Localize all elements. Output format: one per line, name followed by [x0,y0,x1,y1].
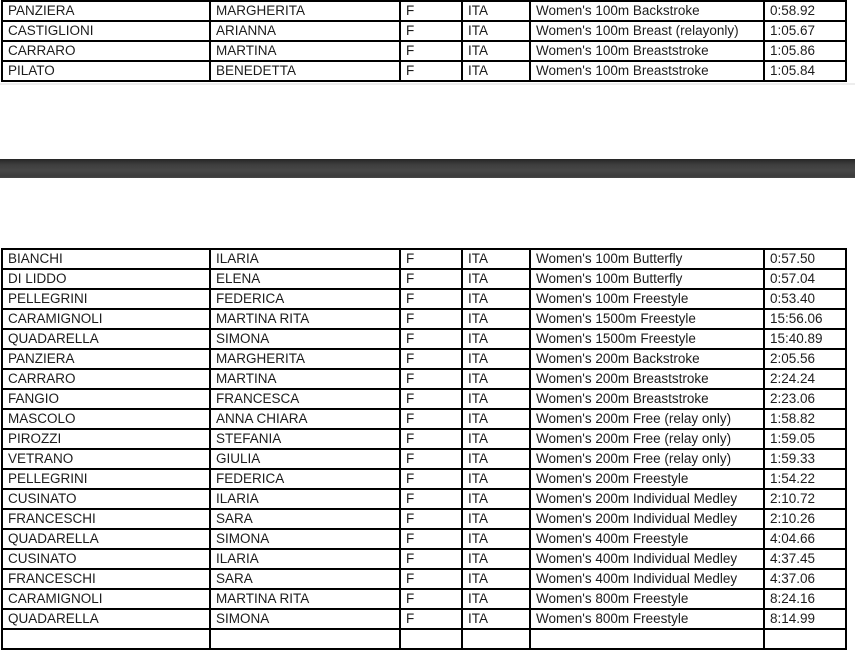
firstname-cell: STEFANIA [210,429,400,449]
firstname-cell: FEDERICA [210,469,400,489]
event-cell: Women's 100m Breast (relayonly) [530,21,764,41]
firstname-cell: MARTINA [210,369,400,389]
firstname-cell: MARTINA [210,41,400,61]
time-cell: 2:05.56 [764,349,846,369]
table-row [2,589,846,609]
time-cell: 15:56.06 [764,309,846,329]
table-row [2,389,846,409]
table-row-partial [2,629,846,649]
table-row [2,569,846,589]
country-cell: ITA [462,449,530,469]
table-row [2,289,846,309]
time-cell: 2:10.72 [764,489,846,509]
gender-cell: F [400,389,462,409]
table-row [2,509,846,529]
firstname-cell: ILARIA [210,489,400,509]
event-cell: Women's 100m Breaststroke [530,41,764,61]
country-cell: ITA [462,21,530,41]
surname-cell: PELLEGRINI [2,289,210,309]
time-cell: 0:53.40 [764,289,846,309]
event-cell: Women's 200m Backstroke [530,349,764,369]
time-cell: 4:04.66 [764,529,846,549]
country-cell: ITA [462,529,530,549]
event-cell: Women's 400m Freestyle [530,529,764,549]
table-row [2,269,846,289]
gender-cell: F [400,529,462,549]
table-row [2,549,846,569]
gender-cell: F [400,289,462,309]
surname-cell: QUADARELLA [2,609,210,629]
gender-cell: F [400,21,462,41]
firstname-cell: SARA [210,569,400,589]
table-row [2,409,846,429]
firstname-cell: SIMONA [210,329,400,349]
table-row [2,1,846,21]
surname-cell: PANZIERA [2,349,210,369]
surname-cell: CARAMIGNOLI [2,309,210,329]
country-cell: ITA [462,609,530,629]
surname-cell: DI LIDDO [2,269,210,289]
firstname-cell: MARGHERITA [210,1,400,21]
time-cell: 8:24.16 [764,589,846,609]
country-cell: ITA [462,269,530,289]
event-cell: Women's 200m Breaststroke [530,389,764,409]
time-cell: 4:37.06 [764,569,846,589]
surname-cell: CARAMIGNOLI [2,589,210,609]
firstname-cell: SIMONA [210,529,400,549]
table-row [2,529,846,549]
surname-cell: QUADARELLA [2,329,210,349]
firstname-cell [210,629,400,649]
gender-cell: F [400,41,462,61]
event-cell: Women's 800m Freestyle [530,609,764,629]
surname-cell: FANGIO [2,389,210,409]
firstname-cell: FEDERICA [210,289,400,309]
event-cell: Women's 400m Individual Medley [530,569,764,589]
country-cell: ITA [462,589,530,609]
surname-cell: CUSINATO [2,549,210,569]
table-row [2,309,846,329]
time-cell: 1:05.86 [764,41,846,61]
athlete-entries-table-page2 [1,248,847,650]
country-cell: ITA [462,369,530,389]
country-cell: ITA [462,1,530,21]
country-cell: ITA [462,489,530,509]
firstname-cell: MARTINA RITA [210,309,400,329]
gender-cell: F [400,269,462,289]
event-cell: Women's 200m Freestyle [530,469,764,489]
table-row [2,61,846,81]
time-cell: 15:40.89 [764,329,846,349]
firstname-cell: ILARIA [210,249,400,269]
surname-cell: CUSINATO [2,489,210,509]
firstname-cell: FRANCESCA [210,389,400,409]
surname-cell: FRANCESCHI [2,569,210,589]
firstname-cell: ILARIA [210,549,400,569]
event-cell: Women's 200m Individual Medley [530,509,764,529]
gender-cell: F [400,349,462,369]
time-cell: 2:10.26 [764,509,846,529]
gender-cell: F [400,549,462,569]
country-cell: ITA [462,469,530,489]
gender-cell [400,629,462,649]
country-cell [462,629,530,649]
table-row [2,369,846,389]
country-cell: ITA [462,309,530,329]
table-row [2,249,846,269]
time-cell: 4:37.45 [764,549,846,569]
page-separator-bar [0,159,855,178]
table-row [2,489,846,509]
table-row [2,469,846,489]
gender-cell: F [400,589,462,609]
gender-cell: F [400,61,462,81]
gender-cell: F [400,309,462,329]
surname-cell: MASCOLO [2,409,210,429]
table-row [2,449,846,469]
gender-cell: F [400,249,462,269]
event-cell: Women's 100m Backstroke [530,1,764,21]
country-cell: ITA [462,389,530,409]
gender-cell: F [400,329,462,349]
surname-cell: PANZIERA [2,1,210,21]
event-cell: Women's 200m Breaststroke [530,369,764,389]
surname-cell [2,629,210,649]
surname-cell: PILATO [2,61,210,81]
event-cell: Women's 1500m Freestyle [530,309,764,329]
event-cell: Women's 200m Free (relay only) [530,449,764,469]
country-cell: ITA [462,249,530,269]
page-bottom-shadow [0,83,855,85]
athlete-entries-table-page1 [1,0,847,82]
gender-cell: F [400,509,462,529]
gender-cell: F [400,429,462,449]
event-cell: Women's 100m Butterfly [530,249,764,269]
country-cell: ITA [462,509,530,529]
event-cell: Women's 100m Breaststroke [530,61,764,81]
country-cell: ITA [462,569,530,589]
event-cell: Women's 200m Free (relay only) [530,429,764,449]
time-cell: 8:14.99 [764,609,846,629]
firstname-cell: GIULIA [210,449,400,469]
surname-cell: VETRANO [2,449,210,469]
event-cell: Women's 100m Butterfly [530,269,764,289]
surname-cell: QUADARELLA [2,529,210,549]
firstname-cell: BENEDETTA [210,61,400,81]
event-cell: Women's 400m Individual Medley [530,549,764,569]
firstname-cell: ARIANNA [210,21,400,41]
gender-cell: F [400,569,462,589]
table-row [2,609,846,629]
country-cell: ITA [462,349,530,369]
firstname-cell: MARGHERITA [210,349,400,369]
event-cell: Women's 800m Freestyle [530,589,764,609]
firstname-cell: MARTINA RITA [210,589,400,609]
time-cell: 2:23.06 [764,389,846,409]
event-cell: Women's 1500m Freestyle [530,329,764,349]
surname-cell: FRANCESCHI [2,509,210,529]
time-cell: 1:05.84 [764,61,846,81]
time-cell: 0:58.92 [764,1,846,21]
surname-cell: PIROZZI [2,429,210,449]
country-cell: ITA [462,409,530,429]
event-cell: Women's 200m Free (relay only) [530,409,764,429]
time-cell: 1:54.22 [764,469,846,489]
time-cell: 1:58.82 [764,409,846,429]
gender-cell: F [400,489,462,509]
country-cell: ITA [462,329,530,349]
event-cell [530,629,764,649]
country-cell: ITA [462,289,530,309]
country-cell: ITA [462,41,530,61]
event-cell: Women's 200m Individual Medley [530,489,764,509]
time-cell: 0:57.50 [764,249,846,269]
gender-cell: F [400,369,462,389]
table-row [2,349,846,369]
country-cell: ITA [462,61,530,81]
gender-cell: F [400,1,462,21]
time-cell: 1:59.05 [764,429,846,449]
table-row [2,329,846,349]
firstname-cell: ANNA CHIARA [210,409,400,429]
table-row [2,41,846,61]
gender-cell: F [400,409,462,429]
firstname-cell: SARA [210,509,400,529]
time-cell [764,629,846,649]
time-cell: 1:05.67 [764,21,846,41]
table-row [2,429,846,449]
surname-cell: CASTIGLIONI [2,21,210,41]
surname-cell: CARRARO [2,369,210,389]
time-cell: 0:57.04 [764,269,846,289]
surname-cell: BIANCHI [2,249,210,269]
time-cell: 2:24.24 [764,369,846,389]
country-cell: ITA [462,429,530,449]
time-cell: 1:59.33 [764,449,846,469]
surname-cell: CARRARO [2,41,210,61]
gender-cell: F [400,609,462,629]
gender-cell: F [400,469,462,489]
firstname-cell: SIMONA [210,609,400,629]
gender-cell: F [400,449,462,469]
event-cell: Women's 100m Freestyle [530,289,764,309]
table-row [2,21,846,41]
country-cell: ITA [462,549,530,569]
firstname-cell: ELENA [210,269,400,289]
surname-cell: PELLEGRINI [2,469,210,489]
